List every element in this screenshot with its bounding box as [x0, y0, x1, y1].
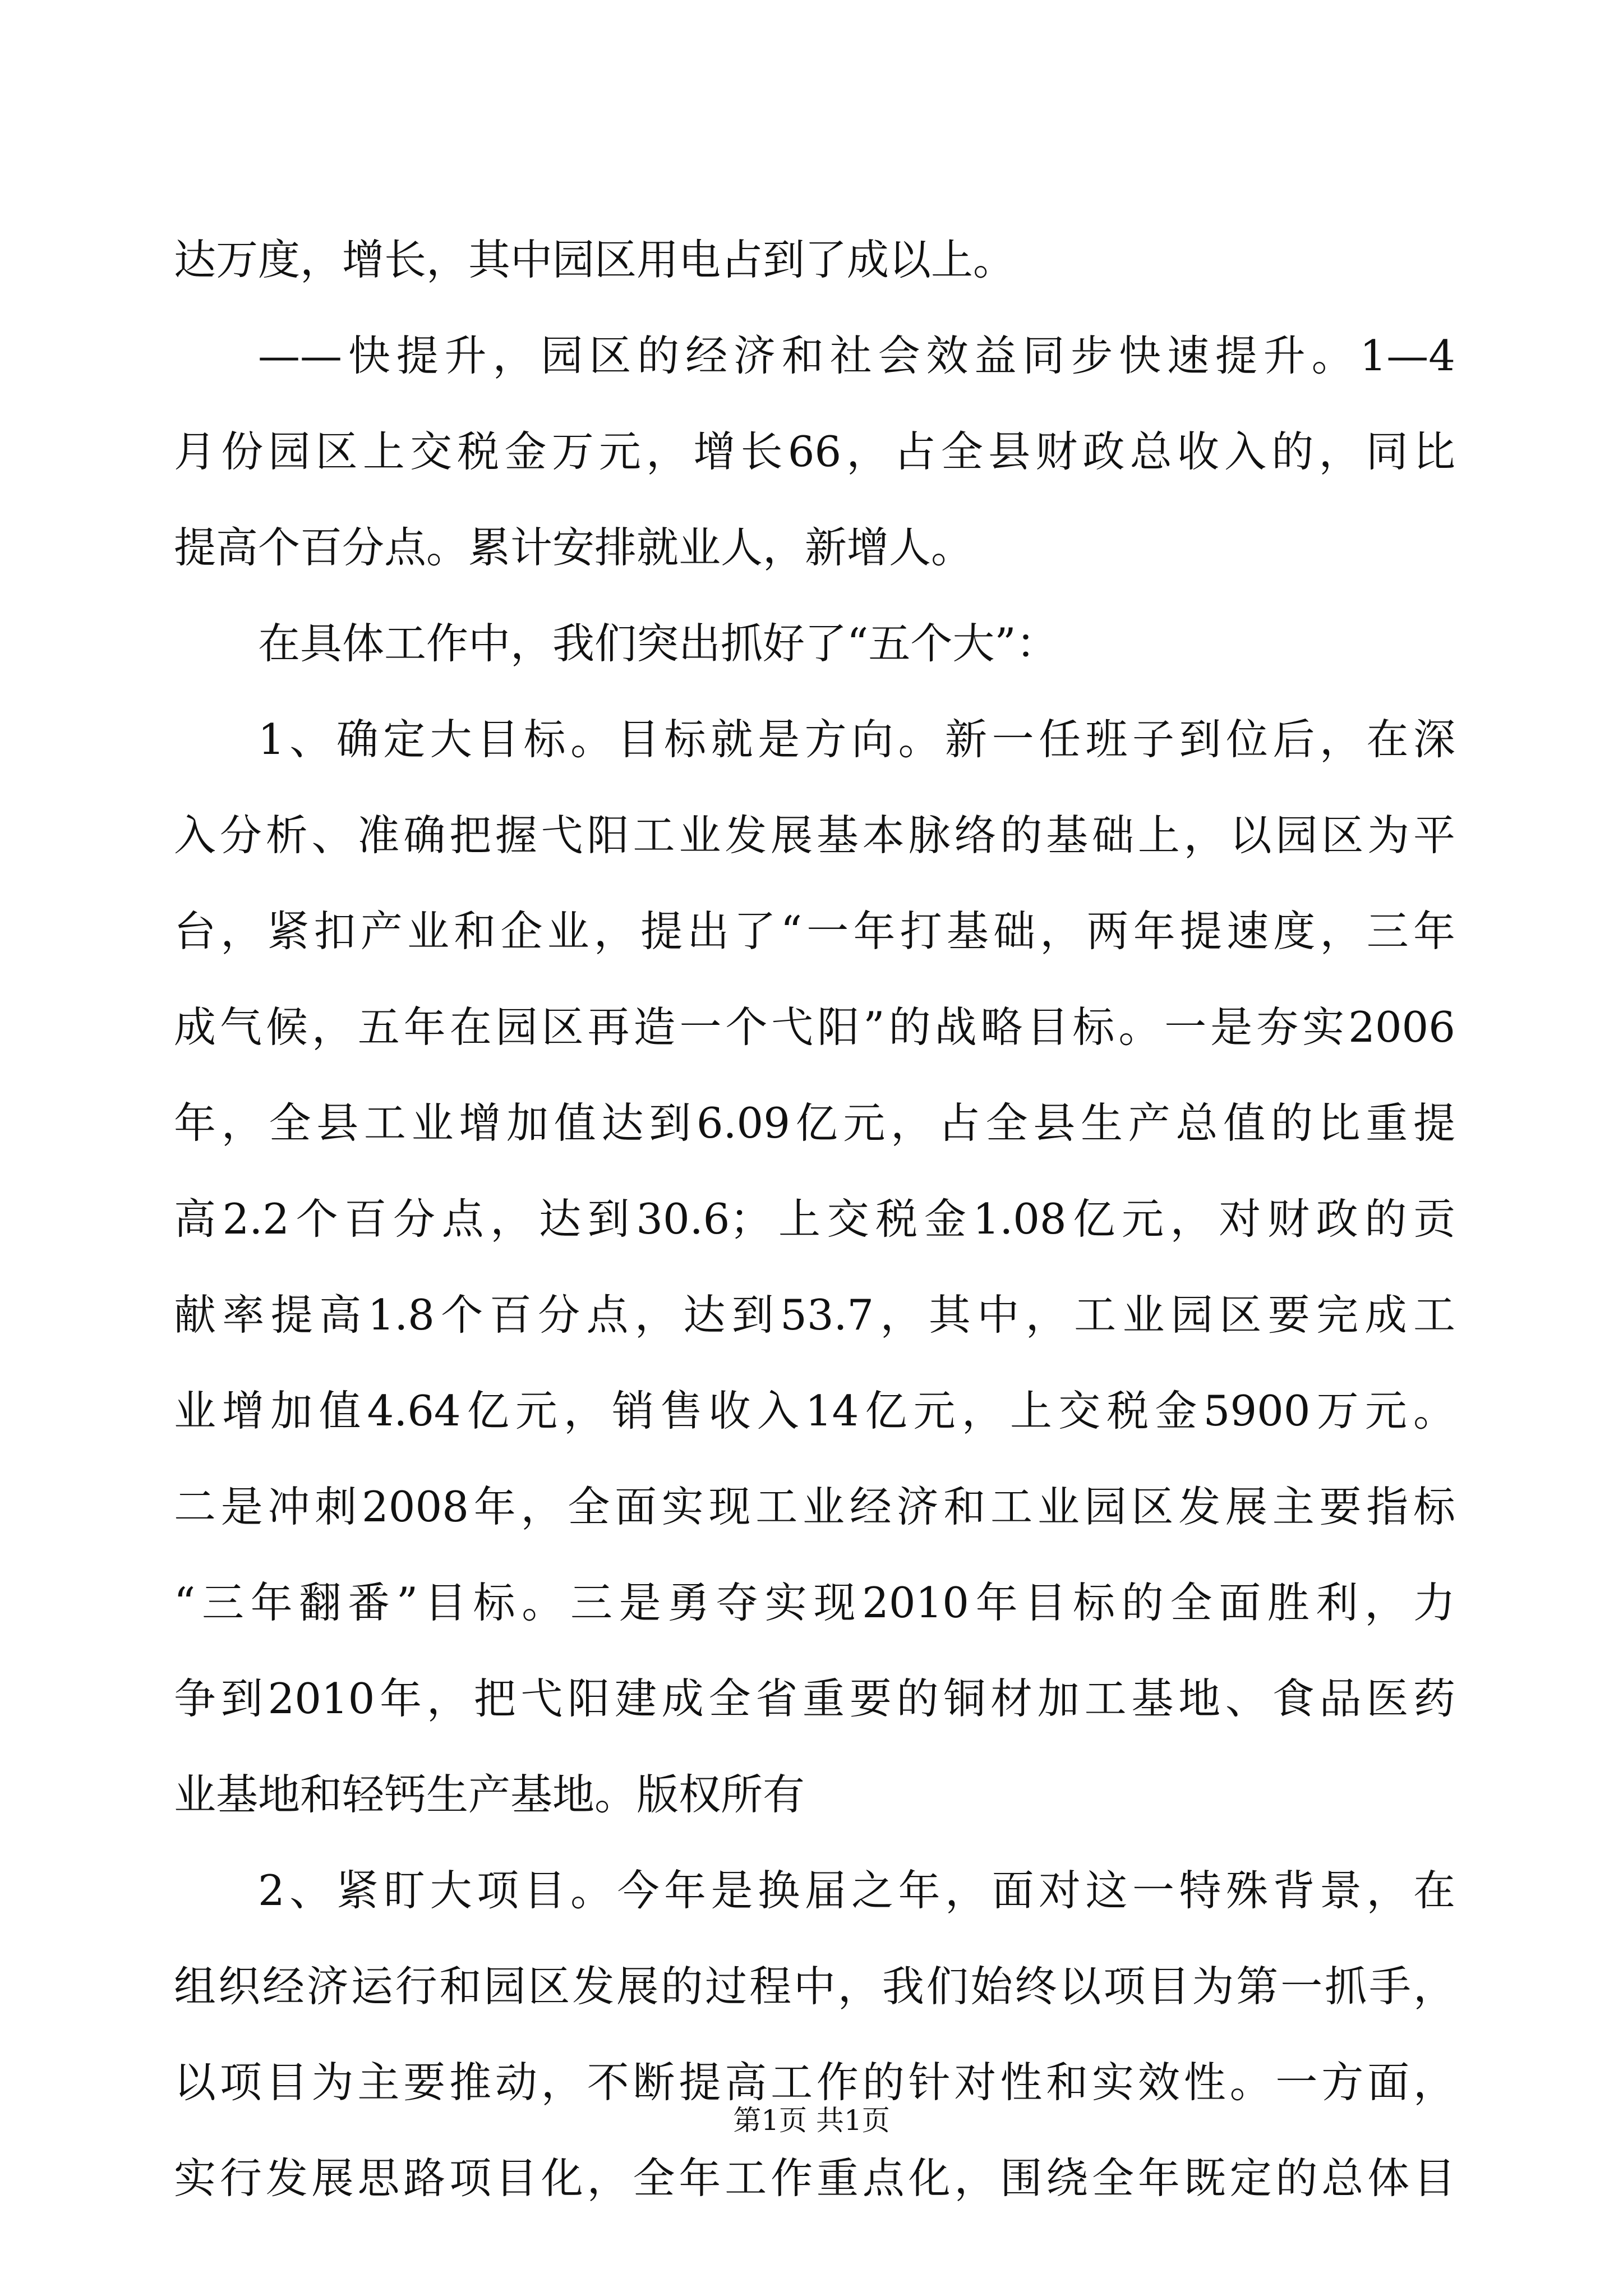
text-line: ——快提升，园区的经济和社会效益同步快速提升。1—4	[258, 331, 1455, 380]
text-line: “三年翻番”目标。三是勇夺实现2010年目标的全面胜利，力	[174, 1578, 1455, 1627]
text-line: 达万度，增长，其中园区用电占到了成以上。	[174, 235, 1016, 284]
text-line: 献率提高1.8个百分点，达到53.7，其中，工业园区要完成工	[174, 1290, 1455, 1340]
text-line: 1、确定大目标。目标就是方向。新一任班子到位后，在深	[258, 715, 1455, 764]
text-line: 2、紧盯大项目。今年是换届之年，面对这一特殊背景，在	[258, 1866, 1455, 1915]
text-line: 业增加值4.64亿元，销售收入14亿元，上交税金5900万元。	[174, 1386, 1455, 1435]
text-line: 争到2010年，把弋阳建成全省重要的铜材加工基地、食品医药	[174, 1674, 1455, 1723]
text-line: 高2.2个百分点，达到30.6；上交税金1.08亿元，对财政的贡	[174, 1194, 1455, 1244]
text-line: 入分析、准确把握弋阳工业发展基本脉络的基础上，以园区为平	[174, 811, 1455, 860]
body-text	[174, 212, 1455, 2226]
text-line: 组织经济运行和园区发展的过程中，我们始终以项目为第一抓手，	[174, 1962, 1455, 2011]
text-line: 在具体工作中，我们突出抓好了“五个大”：	[258, 619, 1058, 668]
text-line: 业基地和轻钙生产基地。版权所有	[174, 1770, 805, 1819]
text-line: 实行发展思路项目化，全年工作重点化，围绕全年既定的总体目	[174, 2154, 1455, 2203]
text-line: 二是冲刺2008年，全面实现工业经济和工业园区发展主要指标	[174, 1482, 1455, 1531]
text-line: 成气候，五年在园区再造一个弋阳”的战略目标。一是夯实2006	[174, 1002, 1455, 1052]
text-line: 提高个百分点。累计安排就业人，新增人。	[174, 523, 974, 572]
page-footer: 第1页 共1页	[733, 2104, 890, 2137]
text-line: 以项目为主要推动，不断提高工作的针对性和实效性。一方面，	[174, 2058, 1455, 2107]
text-line: 台，紧扣产业和企业，提出了“一年打基础，两年提速度，三年	[174, 907, 1455, 956]
text-line: 年，全县工业增加值达到6.09亿元，占全县生产总值的比重提	[174, 1098, 1455, 1148]
text-line: 月份园区上交税金万元，增长66，占全县财政总收入的，同比	[174, 427, 1455, 476]
